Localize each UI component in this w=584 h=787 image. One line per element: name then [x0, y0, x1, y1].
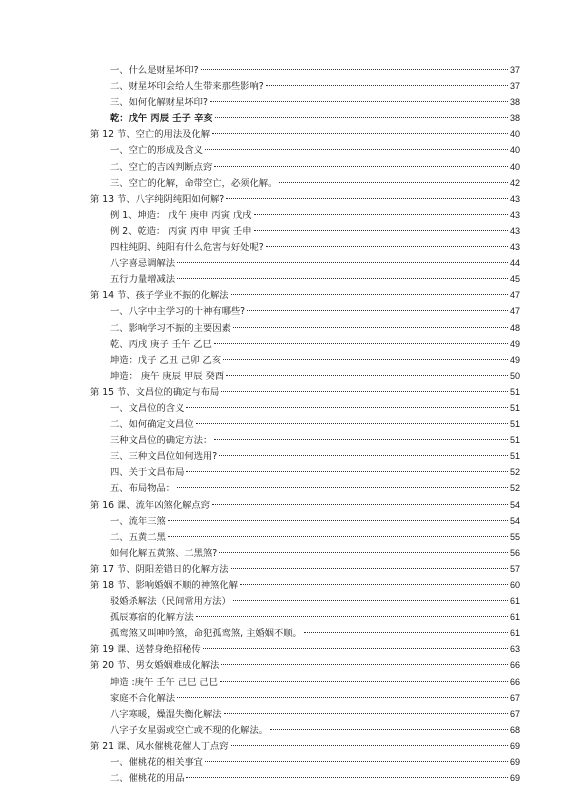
- toc-subentry[interactable]: [90, 706, 520, 722]
- toc-entry-title: 乾：戊午 丙辰 壬子 辛亥: [110, 113, 213, 125]
- toc-subentry[interactable]: [90, 368, 520, 384]
- toc-entry-title: 四、关于文昌布局: [110, 467, 185, 479]
- toc-entry-title: 如何化解五黄煞、二黑煞?: [110, 547, 218, 559]
- dot-leader: [226, 198, 508, 199]
- toc-entry-title: 四柱纯阴、纯阳有什么危害与好处呢?: [110, 242, 264, 254]
- dot-leader: [203, 648, 508, 649]
- dot-leader: [196, 616, 508, 617]
- toc-entry-title: 八字子女星弱或空亡或不现的化解法。: [110, 724, 269, 736]
- dot-leader: [177, 262, 508, 263]
- toc-subentry[interactable]: [90, 159, 520, 175]
- toc-page-number: 51: [509, 419, 520, 430]
- dot-leader: [223, 359, 508, 360]
- toc-entry-title: 二、影响学习不振的主要因素: [110, 322, 231, 334]
- table-of-contents: [90, 62, 520, 786]
- toc-entry-title: 一、什么是财星坏印?: [110, 65, 199, 76]
- toc-section-entry[interactable]: [90, 191, 520, 207]
- toc-page-number: 67: [509, 692, 520, 703]
- toc-page-number: 42: [509, 177, 520, 188]
- toc-page-number: 51: [509, 451, 520, 462]
- toc-page-number: 60: [509, 580, 520, 590]
- toc-section-entry[interactable]: [90, 126, 520, 142]
- toc-section-entry[interactable]: [90, 287, 520, 303]
- toc-page-number: 69: [509, 757, 520, 768]
- toc-page-number: 67: [509, 708, 520, 719]
- toc-entry-title: 一、催桃花的相关事宜: [110, 757, 203, 769]
- toc-entry-title: 三、如何化解财星坏印?: [110, 97, 208, 109]
- toc-entry-title: 孤鸾煞又叫呻吟煞，命犯孤鸾煞, 主婚姻不顺。: [110, 628, 302, 640]
- toc-entry-title: 八字寒暖，燥湿失衡化解法: [110, 708, 222, 720]
- dot-leader: [214, 166, 508, 167]
- toc-entry-title: 三、三种文昌位如何选用?: [110, 451, 218, 463]
- toc-subentry[interactable]: [90, 480, 520, 496]
- toc-entry-title: 孤辰寡宿的化解方法: [110, 612, 194, 624]
- toc-subentry[interactable]: [90, 239, 520, 255]
- toc-page-number: 66: [509, 660, 520, 671]
- toc-entry-title: 第 12 节、空亡的用法及化解: [90, 129, 211, 141]
- toc-section-entry[interactable]: [90, 384, 520, 400]
- dot-leader: [231, 294, 508, 295]
- toc-page-number: 54: [509, 499, 520, 510]
- toc-subentry[interactable]: [90, 754, 520, 770]
- toc-page-number: 45: [509, 274, 520, 285]
- toc-subentry[interactable]: [90, 529, 520, 545]
- toc-entry-title: 一、空亡的形成及含义: [110, 145, 203, 157]
- dot-leader: [205, 761, 508, 762]
- toc-subentry[interactable]: [90, 352, 520, 368]
- toc-subentry[interactable]: [90, 142, 520, 158]
- toc-subentry[interactable]: [90, 78, 520, 94]
- toc-subentry[interactable]: [90, 432, 520, 448]
- toc-page-number: 47: [509, 306, 520, 317]
- toc-page-number: 38: [509, 97, 520, 108]
- toc-page-number: 49: [509, 354, 520, 365]
- toc-entry-title: 第 18 节、影响婚姻不顺的神煞化解: [90, 580, 238, 591]
- dot-leader: [247, 310, 508, 311]
- toc-page-number: 43: [509, 193, 520, 204]
- dot-leader: [186, 407, 508, 408]
- toc-page-number: 52: [509, 483, 520, 494]
- dot-leader: [226, 375, 508, 376]
- dot-leader: [270, 729, 508, 730]
- toc-subentry[interactable]: [90, 110, 520, 126]
- toc-page-number: 61: [509, 596, 520, 607]
- toc-section-entry[interactable]: [90, 738, 520, 754]
- dot-leader: [233, 600, 508, 601]
- toc-subentry[interactable]: [90, 207, 520, 223]
- toc-section-entry[interactable]: [90, 577, 520, 593]
- toc-page-number: 51: [509, 402, 520, 413]
- toc-entry-title: 第 16 课、流年凶煞化解点窍: [90, 499, 211, 511]
- dot-leader: [212, 133, 508, 134]
- toc-entry-title: 二、如何确定文昌位: [110, 419, 194, 431]
- toc-entry-title: 第 14 节、孩子学业不振的化解法: [90, 290, 229, 302]
- toc-page-number: 43: [509, 225, 520, 236]
- toc-subentry[interactable]: [90, 303, 520, 319]
- toc-entry-title: 三、空亡的化解，命带空亡，必须化解。: [110, 177, 278, 189]
- dot-leader: [266, 246, 508, 247]
- toc-entry-title: 一、八字中主学习的十神有哪些?: [110, 306, 246, 318]
- toc-section-entry[interactable]: [90, 561, 520, 577]
- toc-entry-title: 二、催桃花的用品: [110, 773, 185, 785]
- toc-page-number: 37: [509, 81, 520, 92]
- dot-leader: [240, 584, 508, 585]
- dot-leader: [186, 777, 508, 778]
- toc-entry-title: 一、流年三煞: [110, 515, 166, 527]
- toc-page-number: 37: [509, 65, 520, 75]
- toc-entry-title: 二、财星坏印会给人生带来那些影响?: [110, 81, 264, 93]
- toc-page-number: 40: [509, 129, 520, 140]
- toc-page-number: 54: [509, 515, 520, 526]
- dot-leader: [231, 568, 508, 569]
- toc-entry-title: 坤造：戊子 乙丑 己卯 乙亥: [110, 354, 222, 366]
- toc-entry-title: 坤造 :庚午 壬午 己巳 己巳: [110, 676, 218, 688]
- toc-entry-title: 二、空亡的吉凶判断点窍: [110, 161, 213, 173]
- toc-page-number: 61: [509, 612, 520, 623]
- dot-leader: [231, 745, 508, 746]
- dot-leader: [266, 85, 508, 86]
- toc-page-number: 50: [509, 370, 520, 381]
- toc-section-entry[interactable]: [90, 657, 520, 673]
- toc-page-number: 49: [509, 338, 520, 349]
- toc-page-number: 47: [509, 290, 520, 301]
- dot-leader: [177, 487, 508, 488]
- toc-page-number: 48: [509, 322, 520, 333]
- dot-leader: [177, 697, 508, 698]
- toc-page-number: 43: [509, 242, 520, 253]
- dot-leader: [219, 455, 508, 456]
- toc-entry-title: 第 20 节、男女婚姻难成化解法: [90, 660, 220, 672]
- toc-page-number: 63: [509, 644, 520, 655]
- toc-subentry[interactable]: [90, 271, 520, 287]
- toc-entry-title: 坤造： 庚午 庚辰 甲辰 癸酉: [110, 370, 225, 382]
- toc-subentry[interactable]: [90, 674, 520, 690]
- toc-subentry[interactable]: [90, 609, 520, 625]
- toc-page-number: 68: [509, 724, 520, 735]
- toc-entry-title: 例 1、坤造： 戊午 庚申 丙寅 戊戌: [110, 209, 252, 221]
- toc-page-number: 40: [509, 145, 520, 156]
- toc-entry-title: 第 21 课、风水催桃花催人丁点窍: [90, 740, 229, 752]
- toc-entry-title: 乾、丙戌 庚子 壬午 乙巳: [110, 338, 212, 350]
- toc-subentry[interactable]: [90, 464, 520, 480]
- toc-page-number: 61: [509, 628, 520, 639]
- dot-leader: [215, 117, 508, 118]
- dot-leader: [214, 439, 508, 440]
- toc-section-entry[interactable]: [90, 497, 520, 513]
- toc-subentry[interactable]: [90, 175, 520, 191]
- toc-page-number: 43: [509, 209, 520, 220]
- toc-page-number: 51: [509, 435, 520, 446]
- dot-leader: [168, 536, 508, 537]
- toc-entry-title: 驳婚杀解法（民间常用方法）: [110, 596, 231, 608]
- dot-leader: [233, 327, 508, 328]
- toc-page-number: 69: [509, 773, 520, 784]
- toc-subentry[interactable]: [90, 255, 520, 271]
- dot-leader: [254, 214, 508, 215]
- dot-leader: [221, 391, 508, 392]
- toc-entry-title: 第 19 课、送替身绝招秘传: [90, 644, 201, 656]
- toc-entry-title: 八字喜忌调解法: [110, 258, 176, 270]
- dot-leader: [279, 182, 508, 183]
- dot-leader: [304, 632, 508, 633]
- dot-leader: [221, 664, 508, 665]
- toc-subentry[interactable]: [90, 62, 520, 78]
- toc-subentry[interactable]: [90, 448, 520, 464]
- dot-leader: [220, 681, 508, 682]
- toc-subentry[interactable]: [90, 545, 520, 561]
- toc-page-number: 69: [509, 740, 520, 751]
- toc-subentry[interactable]: [90, 722, 520, 738]
- toc-subentry[interactable]: [90, 513, 520, 529]
- toc-subentry[interactable]: [90, 625, 520, 641]
- toc-entry-title: 家庭不合化解法: [110, 692, 176, 704]
- toc-entry-title: 五、布局物品：: [110, 483, 176, 495]
- toc-page-number: 56: [509, 547, 520, 558]
- dot-leader: [177, 278, 508, 279]
- dot-leader: [210, 101, 508, 102]
- toc-entry-title: 第 17 节、阴阳差错日的化解方法: [90, 563, 229, 575]
- toc-subentry[interactable]: [90, 320, 520, 336]
- toc-entry-title: 一、文昌位的含义: [110, 402, 185, 414]
- toc-page-number: 66: [509, 676, 520, 687]
- toc-entry-title: 五行力量增减法: [110, 274, 176, 286]
- toc-page-number: 51: [509, 386, 520, 397]
- dot-leader: [186, 471, 508, 472]
- dot-leader: [212, 504, 508, 505]
- dot-leader: [168, 520, 508, 521]
- toc-page-number: 52: [509, 467, 520, 478]
- toc-page-number: 38: [509, 113, 520, 124]
- toc-page-number: 40: [509, 161, 520, 172]
- toc-page-number: 44: [509, 258, 520, 269]
- dot-leader: [201, 69, 508, 70]
- toc-entry-title: 二、五黄二黑: [110, 531, 166, 543]
- dot-leader: [196, 423, 508, 424]
- toc-subentry[interactable]: [90, 593, 520, 609]
- dot-leader: [219, 552, 508, 553]
- dot-leader: [224, 713, 508, 714]
- toc-subentry[interactable]: [90, 94, 520, 110]
- toc-subentry[interactable]: [90, 223, 520, 239]
- toc-entry-title: 例 2、乾造： 丙寅 丙申 甲寅 壬申: [110, 225, 252, 237]
- toc-entry-title: 三种文昌位的确定方法：: [110, 435, 213, 447]
- toc-subentry[interactable]: [90, 336, 520, 352]
- toc-entry-title: 第 15 节、文昌位的确定与布局: [90, 386, 220, 398]
- toc-subentry[interactable]: [90, 416, 520, 432]
- toc-subentry[interactable]: [90, 770, 520, 786]
- dot-leader: [214, 343, 508, 344]
- dot-leader: [254, 230, 508, 231]
- toc-page-number: 55: [509, 531, 520, 542]
- toc-section-entry[interactable]: [90, 641, 520, 657]
- toc-subentry[interactable]: [90, 690, 520, 706]
- toc-entry-title: 第 13 节、八字纯阴纯阳如何解?: [90, 193, 225, 205]
- dot-leader: [205, 149, 508, 150]
- toc-page-number: 57: [509, 563, 520, 574]
- toc-subentry[interactable]: [90, 400, 520, 416]
